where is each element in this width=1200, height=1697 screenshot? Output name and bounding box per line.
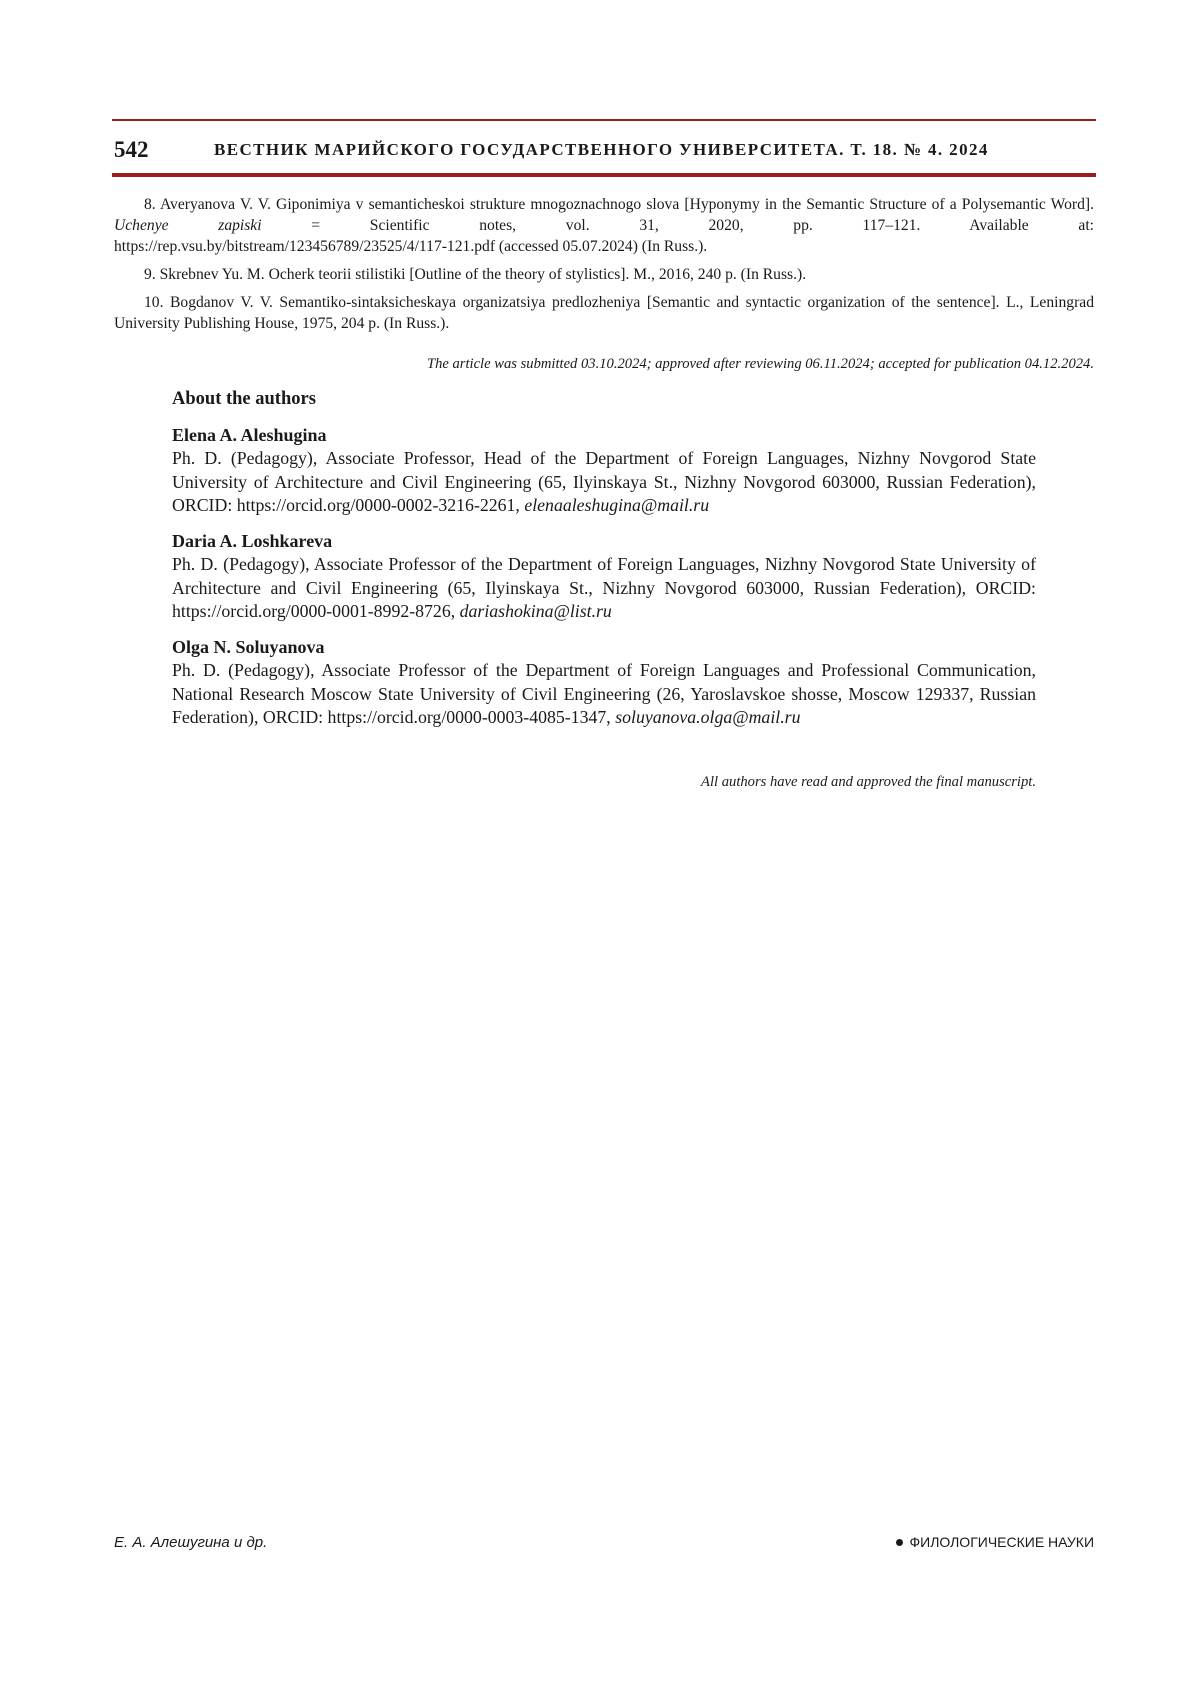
- author-email: dariashokina@list.ru: [459, 601, 612, 621]
- bullet-icon: [896, 1539, 903, 1546]
- author-name: Olga N. Soluyanova: [172, 636, 325, 657]
- author-bio: Ph. D. (Pedagogy), Associate Professor of the Department of Foreign Languages and Professional Communication, National Research Moscow State University of Civil Engineering (26, Yaroslavskoe shosse, Moscow 129337, Russian Federation), ORCID: https://orcid.org/0000-0003-4085-1347, soluyanova.olga@mail.ru: [172, 660, 1036, 727]
- footer-section-label: ФИЛОЛОГИЧЕСКИЕ НАУКИ: [909, 1534, 1094, 1550]
- author-entry: [172, 530, 1036, 624]
- author-name: Daria A. Loshkareva: [172, 530, 333, 551]
- journal-title: ВЕСТНИК МАРИЙСКОГО ГОСУДАРСТВЕННОГО УНИВЕРСИТЕТА. Т. 18. № 4. 2024: [214, 140, 989, 159]
- footer-section: [896, 1534, 1094, 1550]
- reference-8-url: https://rep.vsu.by/bitstream/123456789/23525/4/117-121.pdf (accessed 05.07.2024) (In Russ.).: [114, 238, 708, 255]
- author-email: soluyanova.olga@mail.ru: [615, 707, 801, 727]
- author-email: elenaaleshugina@mail.ru: [524, 495, 710, 515]
- author-entry: [172, 424, 1036, 518]
- author-entry: [172, 636, 1036, 730]
- page-number: 542: [114, 137, 149, 162]
- about-authors-section: [172, 388, 1036, 742]
- author-bio: Ph. D. (Pedagogy), Associate Professor of the Department of Foreign Languages, Nizhny Novgorod State University of Architecture and Civil Engineering (65, Ilyinskaya St., Nizhny Novgorod 603000, Russian Federation), ORCID: https://orcid.org/0000-0001-8992-8726, dariashokina@list.ru: [172, 554, 1036, 621]
- reference-8: 8. Averyanova V. V. Giponimiya v semanticheskoi strukture mnogoznachnogo slova [Hyponymy in the Semantic Structure of a Polysemantic Word]. Uchenye zapiski = Scientific notes, vol. 31, 2020, pp. 117–121. Available at:: [114, 196, 1094, 234]
- about-authors-title: About the authors: [172, 389, 316, 409]
- footer-authors: Е. А. Алешугина и др.: [114, 1534, 268, 1551]
- reference-list: [114, 194, 1094, 341]
- header-top-rule: [112, 119, 1096, 121]
- author-bio: Ph. D. (Pedagogy), Associate Professor, Head of the Department of Foreign Languages, Nizhny Novgorod State University of Architecture and Civil Engineering (65, Ilyinskaya St., Nizhny Novgorod 603000, Russian Federation), ORCID: https://orcid.org/0000-0002-3216-2261, elenaaleshugina@mail.ru: [172, 448, 1036, 515]
- reference-8-journal: Uchenye zapiski: [114, 217, 262, 234]
- page-header: [114, 133, 1094, 167]
- reference-9: 9. Skrebnev Yu. M. Ocherk teorii stilistiki [Outline of the theory of stylistics]. M., 2016, 240 p. (In Russ.).: [144, 266, 807, 283]
- approval-note: All authors have read and approved the final manuscript.: [701, 774, 1036, 790]
- submission-dates: The article was submitted 03.10.2024; approved after reviewing 06.11.2024; accepted for publication 04.12.2024.: [426, 356, 1094, 372]
- reference-10: 10. Bogdanov V. V. Semantiko-sintaksicheskaya organizatsiya predlozheniya [Semantic and syntactic organization of the sentence]. L., Leningrad University Publishing House, 1975, 204 p. (In Russ.).: [114, 294, 1094, 332]
- author-name: Elena A. Aleshugina: [172, 424, 327, 445]
- header-bottom-rule: [112, 173, 1096, 177]
